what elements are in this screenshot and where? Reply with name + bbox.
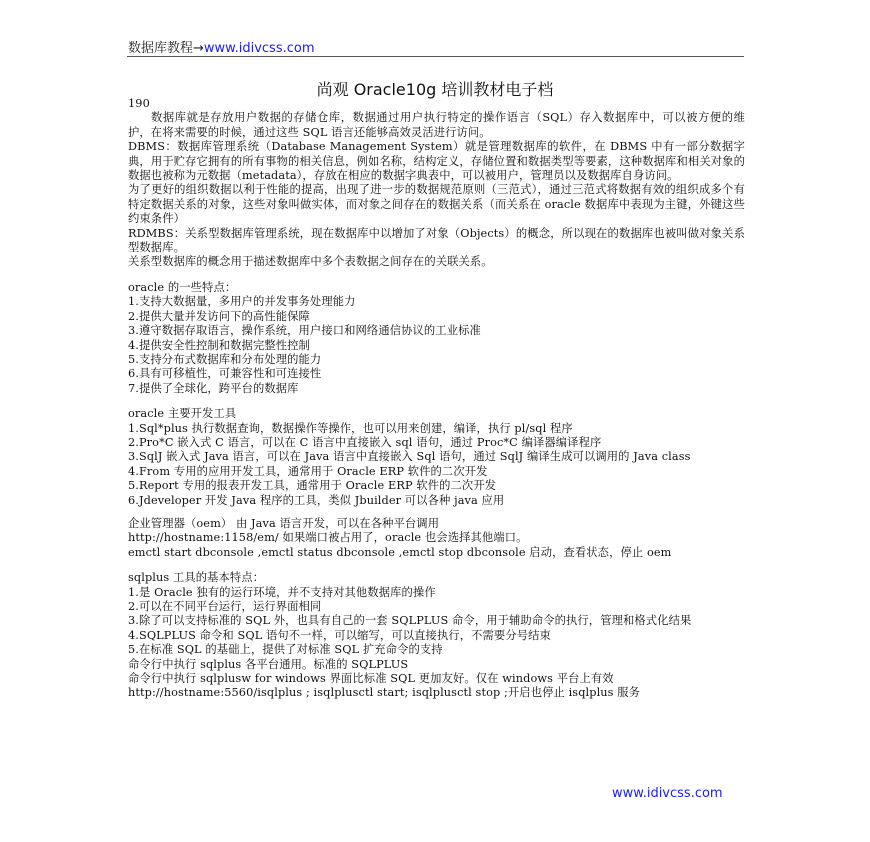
oem-url-line: http://hostname:1158/em/ 如果端口被占用了，oracle 也会选择其他端口。 xyxy=(128,531,528,545)
intro-paragraph: 关系型数据库的概念用于描述数据库中多个表数据之间存在的关联关系。 xyxy=(128,255,493,269)
intro-paragraph: RDMBS：关系型数据库管理系统，现在数据库中以增加了对象（Objects）的概念，所以现在的数据库也被叫做对象关系型数据库。 xyxy=(128,226,745,255)
tool-item: 2.Pro*C 嵌入式 C 语言，可以在 C 语言中直接嵌入 sql 语句，通过 Proc*C 编译器编译程序 xyxy=(128,435,602,449)
features-heading: oracle 的一些特点： xyxy=(128,280,237,294)
header-site-link[interactable]: www.idivcss.com xyxy=(203,41,315,56)
spacer xyxy=(128,396,745,407)
page-number: 190 xyxy=(128,97,150,110)
intro-paragraph: 数据库就是存放用户数据的存储仓库，数据通过用户执行特定的操作语言（SQL）存入数据库中，可以被方便的维护，在将来需要的时候，通过这些 SQL 语言还能够高效灵活进行访问。 xyxy=(128,111,745,139)
tools-heading: oracle 主要开发工具 xyxy=(128,407,237,421)
sqlplus-item: http://hostname:5560/isqlplus ; isqlplusctl start; isqlplusctl stop ;开启也停止 isqlplus 服务 xyxy=(128,686,641,700)
feature-item: 1.支持大数据量，多用户的并发事务处理能力 xyxy=(128,295,356,309)
feature-item: 7.提供了全球化，跨平台的数据库 xyxy=(128,381,299,395)
page-header xyxy=(128,37,315,56)
sqlplus-item: 3.除了可以支持标准的 SQL 外，也具有自己的一套 SQLPLUS 命令，用于辅助命令的执行，管理和格式化结果 xyxy=(128,614,692,628)
spacer xyxy=(128,270,745,281)
feature-item: 5.支持分布式数据库和分布处理的能力 xyxy=(128,352,322,366)
footer-site-link[interactable]: www.idivcss.com xyxy=(612,786,723,801)
feature-item: 6.具有可移植性，可兼容性和可连接性 xyxy=(128,367,322,381)
intro-paragraph: 为了更好的组织数据以利于性能的提高，出现了进一步的数据规范原则（三范式），通过三范式将数据有效的组织成多个有特定数据关系的对象，这些对象叫做实体，而对象之间存在的数据关系（而关系在 oracle 数据库中表现为主键，外键这些约束条件） xyxy=(128,183,745,226)
tool-item: 1.Sql*plus 执行数据查询，数据操作等操作，也可以用来创建，编译，执行 pl/sql 程序 xyxy=(128,421,573,435)
oem-line: 企业管理器（oem） 由 Java 语言开发，可以在各种平台调用 xyxy=(128,516,440,530)
document-body xyxy=(128,97,745,701)
tool-item: 6.Jdeveloper 开发 Java 程序的工具，类似 Jbuilder 可以各种 java 应用 xyxy=(128,493,505,507)
tool-item: 5.Report 专用的报表开发工具，通常用于 Oracle ERP 软件的二次开发 xyxy=(128,479,497,493)
feature-item: 3.遵守数据存取语言，操作系统，用户接口和网络通信协议的工业标准 xyxy=(128,324,481,338)
tool-item: 4.From 专用的应用开发工具，通常用于 Oracle ERP 软件的二次开发 xyxy=(128,464,488,478)
feature-item: 4.提供安全性控制和数据完整性控制 xyxy=(128,338,310,352)
sqlplus-item: 5.在标准 SQL 的基础上，提供了对标准 SQL 扩充命令的支持 xyxy=(128,643,443,657)
header-prefix: 数据库教程→ xyxy=(128,41,204,56)
oem-commands-line: emctl start dbconsole ,emctl status dbconsole ,emctl stop dbconsole 启动，查看状态，停止 oem xyxy=(128,545,672,559)
feature-item: 2.提供大量并发访问下的高性能保障 xyxy=(128,309,310,323)
sqlplus-item: 命令行中执行 sqlplusw for windows 界面比标准 SQL 更加友好。仅在 windows 平台上有效 xyxy=(128,672,614,686)
spacer xyxy=(128,560,745,571)
sqlplus-item: 4.SQLPLUS 命令和 SQL 语句不一样，可以缩写，可以直接执行，不需要分号结束 xyxy=(128,628,551,642)
spacer xyxy=(128,508,745,517)
sqlplus-item: 1.是 Oracle 独有的运行环境，并不支持对其他数据库的操作 xyxy=(128,585,436,599)
sqlplus-heading: sqlplus 工具的基本特点： xyxy=(128,571,265,585)
tool-item: 3.SqlJ 嵌入式 Java 语言，可以在 Java 语言中直接嵌入 Sql 语句，通过 SqlJ 编译生成可以调用的 Java class xyxy=(128,450,691,464)
header-divider xyxy=(127,56,744,57)
document-title: 尚观 Oracle10g 培训教材电子档 xyxy=(316,80,554,99)
sqlplus-item: 2.可以在不同平台运行，运行界面相同 xyxy=(128,600,322,613)
intro-paragraph: DBMS：数据库管理系统（Database Management System）就是管理数据库的软件，在 DBMS 中有一部分数据字典，用于贮存它拥有的所有事物的相关信息，例如名称，结构定义，存储位置和数据类型等要素，这种数据库和相关对象的数据也被称为元数据（metadata），存放在相应的数据字典表中，可以被用户，管理员以及数据库自身访问。 xyxy=(128,140,745,183)
sqlplus-item: 命令行中执行 sqlplus 各平台通用。标准的 SQLPLUS xyxy=(128,657,409,671)
